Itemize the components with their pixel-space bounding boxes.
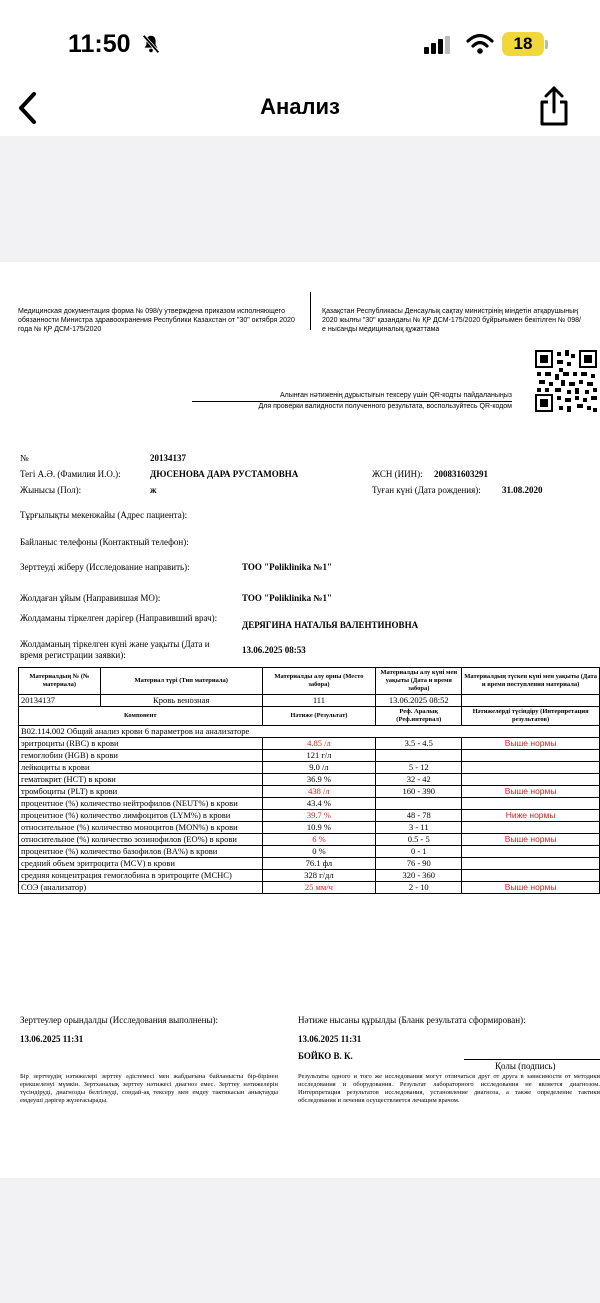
- footer-note-ru: Результаты одного и того же исследования могут отличаться друг от друга в зависимости от методики исследования и оборудования. Результат лабораторного исследования не является диагнозом. Интерпретация результатов исследования, установление диагноза, а также определение тактики обследования и лечения осуществляется лечащим врачом.: [298, 1073, 600, 1104]
- res-col-component: Компонент: [19, 707, 263, 726]
- signature-line: [464, 1059, 600, 1060]
- result-ref: 0 - 1: [376, 846, 462, 858]
- result-interpretation: Выше нормы: [462, 834, 600, 846]
- bell-muted-icon: [140, 33, 162, 55]
- clock: 11:50: [68, 30, 131, 58]
- material-header-row: [19, 668, 600, 695]
- result-ref: 160 - 390: [376, 786, 462, 798]
- registration-value: 13.06.2025 08:53: [242, 645, 306, 655]
- result-component: относительное (%) количество эозинофилов (EO%) в крови: [19, 834, 263, 846]
- qr-note-kz: Алынған нәтиженің дұрыстығын тексеру үшін QR-кодты пайдаланыңыз: [279, 392, 512, 399]
- patient-iin: 200831603291: [434, 469, 488, 479]
- result-component: процентное (%) количество лимфоцитов (LYM%) в крови: [19, 810, 263, 822]
- table-row: [19, 822, 600, 834]
- analysis-document: [0, 262, 600, 1178]
- mo-value: ТОО "Poliklinika №1": [242, 593, 332, 603]
- result-value: 328 г/дл: [262, 870, 376, 882]
- page-title: Анализ: [260, 94, 340, 119]
- result-value: 10.9 %: [262, 822, 376, 834]
- document-number: 20134137: [150, 453, 186, 463]
- qr-code: [513, 348, 599, 414]
- result-ref: 32 - 42: [376, 774, 462, 786]
- table-row: [19, 846, 600, 858]
- results-header-row: [19, 707, 600, 726]
- registration-label: Жолдаманың тіркелген күні және уақыты (Дата и время регистрации заявки):: [20, 639, 210, 660]
- patient-name: ДЮСЕНОВА ДАРА РУСТАМОВНА: [150, 469, 299, 479]
- result-interpretation: Выше нормы: [462, 882, 600, 894]
- qr-note-line: [192, 401, 512, 402]
- result-interpretation: [462, 858, 600, 870]
- result-value: 9.0 /л: [262, 762, 376, 774]
- result-ref: 2 - 10: [376, 882, 462, 894]
- mat-col-place: Материалды алу орны (Место забора): [262, 668, 376, 695]
- result-ref: 3.5 - 4.5: [376, 738, 462, 750]
- table-row: [19, 750, 600, 762]
- nav-bar: [0, 80, 600, 136]
- table-row: [19, 738, 600, 750]
- header-divider: [310, 292, 311, 330]
- result-ref: 0.5 - 5: [376, 834, 462, 846]
- results-table: [18, 667, 600, 894]
- header-left-note: Медицинская документация форма № 098/у утверждена приказом исполняющего обязанности Министра здравоохранения Республики Казахстан от "30" октября 2020 года № ҚР ДСМ-175/2020: [18, 308, 295, 333]
- dob-label: Туған күні (Дата рождения):: [372, 485, 481, 495]
- result-component: средний объем эритроцита (MCV) в крови: [19, 858, 263, 870]
- mat-received: [462, 695, 600, 707]
- patient-sex: ж: [150, 485, 157, 495]
- battery-cap: [545, 40, 548, 49]
- result-value: 36.9 %: [262, 774, 376, 786]
- result-interpretation: Выше нормы: [462, 786, 600, 798]
- panel-name: B02.114.002 Общий анализ крови 6 параметров на анализаторе: [19, 726, 600, 738]
- result-value: 43.4 %: [262, 798, 376, 810]
- result-component: гематокрит (HCT) в крови: [19, 774, 263, 786]
- wifi-icon: [466, 33, 494, 55]
- mat-col-date: Материалды алу күні мен уақыты (Дата и время забора): [376, 668, 462, 695]
- footer-note-kz: Бір зерттеудің нәтижелері зерттеу әдістемесі мен жабдығына байланысты бір-бірінен ерекшеленуі мүмкін. Зертханалық зерттеу нәтижесі диагноз емес. Зерттеу нәтижелерін түсіндіруді, диагнозды белгілеуді, сондай-ақ тексеру мен емдеу тактикасын анықтауды емдеуші дәрігер жүзеғасырады.: [20, 1073, 278, 1104]
- result-value: 25 мм/ч: [262, 882, 376, 894]
- res-col-ref: Реф. Аралық (Реф.интервал): [376, 707, 462, 726]
- mat-type: Кровь венозная: [100, 695, 262, 707]
- status-bar: [0, 0, 600, 80]
- table-row: [19, 858, 600, 870]
- result-ref: 76 - 90: [376, 858, 462, 870]
- mat-col-type: Материал түрі (Тип материала): [100, 668, 262, 695]
- direct-label: Зерттеуді жіберу (Исследование направить):: [20, 562, 190, 572]
- result-interpretation: Выше нормы: [462, 738, 600, 750]
- res-col-interp: Нәтижелерді түсіндіру (Интерпретация результатов): [462, 707, 600, 726]
- qr-note-ru: Для проверки валидности полученного результата, воспользуйтесь QR-кодом: [258, 403, 512, 410]
- table-row: [19, 786, 600, 798]
- result-rows: [19, 738, 600, 894]
- result-value: 0 %: [262, 846, 376, 858]
- done-label: Зерттеулер орындалды (Исследования выполнены):: [20, 1015, 218, 1025]
- result-ref: 3 - 11: [376, 822, 462, 834]
- mat-col-received: Материалдың түскен күні мен уақыты (Дата и время поступления материала): [462, 668, 600, 695]
- panel-row: [19, 726, 600, 738]
- result-ref: 48 - 78: [376, 810, 462, 822]
- result-value: 121 г/л: [262, 750, 376, 762]
- result-interpretation: [462, 846, 600, 858]
- mat-place: 111: [262, 695, 376, 707]
- formed-label: Нәтиже нысаны құрылды (Бланк результата сформирован):: [298, 1015, 526, 1025]
- result-ref: [376, 798, 462, 810]
- number-label: №: [20, 453, 29, 463]
- mat-date: 13.06.2025 08:52: [376, 695, 462, 707]
- result-component: СОЭ (анализатор): [19, 882, 263, 894]
- result-component: процентное (%) количество нейтрофилов (NEUT%) в крови: [19, 798, 263, 810]
- battery-indicator: 18: [502, 32, 544, 56]
- share-icon[interactable]: [536, 84, 572, 128]
- result-value: 76.1 фл: [262, 858, 376, 870]
- result-component: эритроциты (RBC) в крови: [19, 738, 263, 750]
- result-interpretation: [462, 762, 600, 774]
- result-component: средняя концентрация гемоглобина в эритроците (MCHC): [19, 870, 263, 882]
- res-col-result: Нәтиже (Результат): [262, 707, 376, 726]
- table-row: [19, 762, 600, 774]
- sex-label: Жынысы (Пол):: [20, 485, 82, 495]
- result-component: тромбоциты (PLT) в крови: [19, 786, 263, 798]
- header-right-note: Қазақстан Республикасы Денсаулық сақтау министрінің міндетін атқарушының 2020 жылғы "30" қазандағы № ҚР ДСМ-175/2020 бұйрығымен бекітілген № 098/е нысанды медициналық құжаттама: [322, 308, 581, 333]
- result-interpretation: [462, 822, 600, 834]
- result-component: лейкоциты в крови: [19, 762, 263, 774]
- fio-label: Тегі А.Ә. (Фамилия И.О.):: [20, 469, 121, 479]
- address-label: Тұрғылықты мекенжайы (Адрес пациента):: [20, 510, 188, 520]
- table-row: [19, 834, 600, 846]
- result-interpretation: Ниже нормы: [462, 810, 600, 822]
- result-interpretation: [462, 750, 600, 762]
- doctor-value: ДЕРЯГИНА НАТАЛЬЯ ВАЛЕНТИНОВНА: [242, 620, 419, 630]
- result-interpretation: [462, 798, 600, 810]
- patient-dob: 31.08.2020: [502, 485, 543, 495]
- result-component: относительное (%) количество моноцитов (MON%) в крови: [19, 822, 263, 834]
- result-value: 4.85 /л: [262, 738, 376, 750]
- result-ref: [376, 750, 462, 762]
- material-row: [19, 695, 600, 707]
- result-ref: 5 - 12: [376, 762, 462, 774]
- result-interpretation: [462, 774, 600, 786]
- done-value: 13.06.2025 11:31: [20, 1034, 84, 1044]
- phone-label: Байланыс телефоны (Контактный телефон):: [20, 537, 189, 547]
- result-component: процентное (%) количество базофилов (BA%) в крови: [19, 846, 263, 858]
- mat-number: 20134137: [19, 695, 101, 707]
- table-row: [19, 882, 600, 894]
- result-value: 39.7 %: [262, 810, 376, 822]
- table-row: [19, 810, 600, 822]
- result-interpretation: [462, 870, 600, 882]
- direct-value: ТОО "Poliklinika №1": [242, 562, 332, 572]
- formed-value: 13.06.2025 11:31: [298, 1034, 362, 1044]
- result-value: 6 %: [262, 834, 376, 846]
- doctor-label: Жолдаманы тіркелген дәрігер (Направивший врач):: [20, 613, 218, 623]
- result-component: гемоглобин (HGB) в крови: [19, 750, 263, 762]
- signal-icon: [424, 36, 452, 54]
- mat-col-number: Материалдың № (№ материала): [19, 668, 101, 695]
- result-ref: 320 - 360: [376, 870, 462, 882]
- mo-label: Жолдаған ұйым (Направившая МО):: [20, 593, 161, 603]
- iin-label: ЖСН (ИИН):: [372, 469, 423, 479]
- signer-name: БОЙКО В. К.: [298, 1051, 353, 1061]
- signature-label: Қолы (подпись): [495, 1061, 556, 1071]
- table-row: [19, 798, 600, 810]
- result-value: 438 /л: [262, 786, 376, 798]
- table-row: [19, 774, 600, 786]
- table-row: [19, 870, 600, 882]
